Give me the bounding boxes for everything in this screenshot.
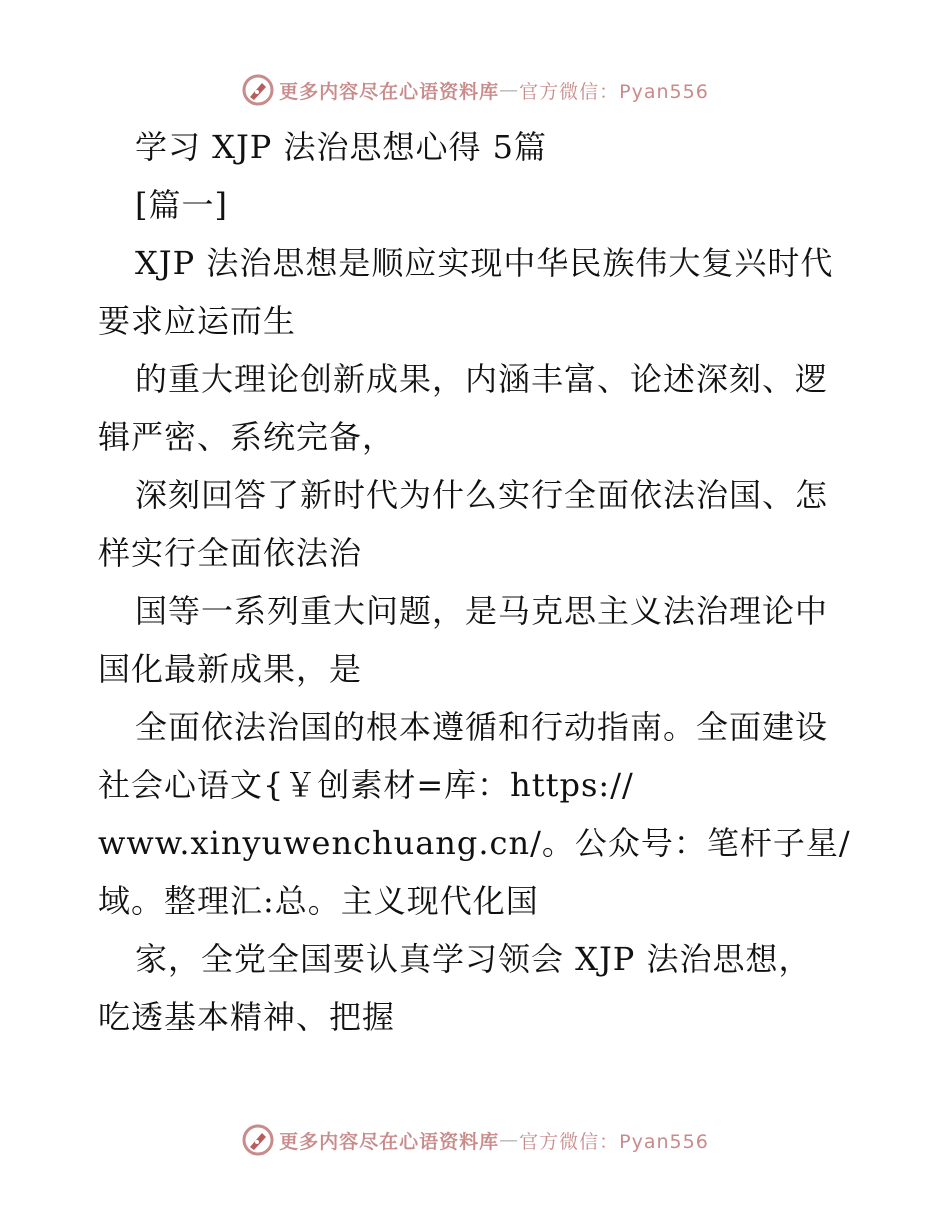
banner-separator: — <box>499 1129 520 1151</box>
paragraph-line: 家，全党全国要认真学习领会 XJP 法治思想， <box>135 940 812 978</box>
banner-separator: — <box>499 79 520 101</box>
paragraph-line: 辑严密、系统完备， <box>98 418 396 456</box>
paragraph-line: 深刻回答了新时代为什么实行全面依法治国、怎 <box>135 476 829 514</box>
paragraph-line: 国等一系列重大问题，是马克思主义法治理论中 <box>135 592 829 630</box>
document-body <box>98 118 858 1046</box>
paragraph-line: 域。整理汇:总。主义现代化国 <box>98 882 539 920</box>
footer-watermark-banner <box>0 1120 950 1160</box>
paragraph-line: www.xinyuwenchuang.cn/。公众号：笔杆子星/ <box>98 824 851 862</box>
paragraph-line: 要求应运而生 <box>98 302 297 340</box>
pen-nib-logo-icon <box>241 73 275 107</box>
paragraph-line: 国化最新成果，是 <box>98 650 363 688</box>
paragraph-line: 样实行全面依法治 <box>98 534 363 572</box>
banner-wechat-text: 官方微信：Pyan556 <box>519 1130 709 1153</box>
paragraph-line: 吃透基本精神、把握 <box>98 998 396 1036</box>
banner-main-text: 更多内容尽在心语资料库 <box>279 80 500 103</box>
banner-main-text: 更多内容尽在心语资料库 <box>279 1130 500 1153</box>
header-watermark-banner <box>0 70 950 110</box>
banner-wechat-text: 官方微信：Pyan556 <box>519 80 709 103</box>
document-title: 学习 XJP 法治思想心得 5篇 <box>135 128 548 166</box>
pen-nib-logo-icon <box>241 1123 275 1157</box>
paragraph-line: 的重大理论创新成果，内涵丰富、论述深刻、逻 <box>135 360 829 398</box>
paragraph-line: 全面依法治国的根本遵循和行动指南。全面建设 <box>135 708 829 746</box>
paragraph-line: 社会心语文{￥创素材=库：https:// <box>98 766 634 804</box>
section-heading: [篇一] <box>135 186 228 224</box>
paragraph-line: XJP 法治思想是顺应实现中华民族伟大复兴时代 <box>135 244 834 282</box>
